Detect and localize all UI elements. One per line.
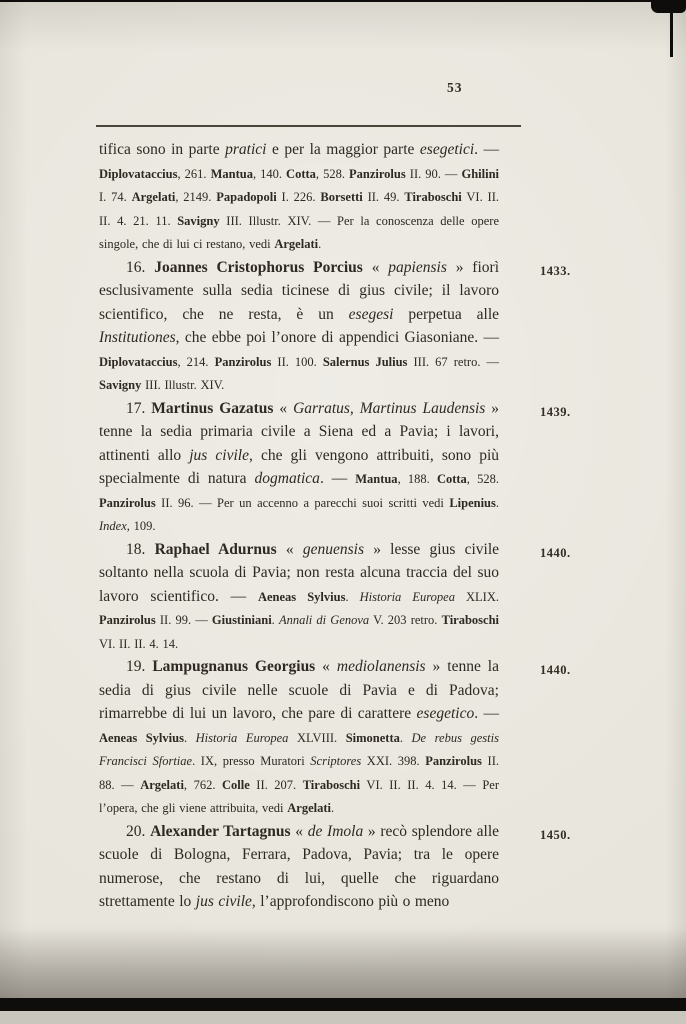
text-run: II. 207. [249,777,303,792]
text-run: Annali di Genova [278,613,370,627]
text-run: , 528. [315,166,349,181]
text-run: Argelati [140,777,184,792]
text-block [99,138,571,914]
text-run: II. 90. — [405,166,462,181]
text-run: Colle [221,777,250,792]
text-run: , 2149. [175,190,217,204]
text-run: Argelati [131,190,176,204]
text-run: mediolanensis [336,658,426,675]
text-run: II. 88. — [99,754,499,792]
text-run: e per la maggior parte [266,141,420,158]
text-run: papiensis [388,258,447,276]
text-run: Aeneas Sylvius [257,589,346,604]
text-run: Garratus, Martinus Laudensis [293,399,486,417]
text-run: . [330,801,335,815]
text-run: Panzirolus [99,613,156,627]
text-run: Tiraboschi [404,190,462,204]
text-run: Mantua [210,166,253,181]
text-run: Ghilini [461,166,500,181]
scan-artifact-bottom-shade [0,930,686,999]
text-run: Cotta [436,472,467,486]
text-run: » lesse gius civile soltanto nella scuola di Pavia; non resta alcuna traccia del suo lavoro scientifico. — [99,540,500,605]
text-run: » fiorì esclusivamente sulla sedia ticinese di gius civile; il lavoro scientifico, che ne resta, è un [99,258,499,323]
text-run: pratici [225,141,267,158]
text-run: 16. [126,258,155,276]
text-run: V. 203 retro. [369,613,442,627]
text-run: Historia Europea [359,589,455,604]
text-run: » tenne la sedia di gius civile nelle scuole di Pavia e di Padova; rimarrebbe di lui un lavoro, che pare di carattere [99,658,499,722]
text-run: Salernus Julius [322,354,408,369]
text-run: Argelati [274,237,319,251]
text-run: VI. II. II. 4. 14. — Per l’opera, che gli viene attribuita, vedi [99,777,499,815]
text-run: . [495,495,499,510]
text-run: « [276,540,303,558]
text-run: XLIX. [454,589,499,604]
text-run: , l’approfondiscono più o meno [251,893,450,910]
text-run: « [290,822,308,840]
text-run: genuensis [302,540,364,558]
text-run: . [345,589,360,604]
text-run: Panzirolus [425,754,482,768]
text-run: jus civile [195,893,252,910]
text-run: , 140. [252,166,287,181]
text-run: , che ebbe poi l’onore di appendici Giasoniane. — [175,329,499,346]
text-run: VI. II. II. 4. 14. [99,636,179,651]
text-run: 19. [126,658,153,675]
text-run: 20. [126,822,151,840]
text-run: II. 49. [362,190,405,204]
text-run: . IX, presso Muratori [192,754,311,768]
text-run: tifica sono in parte [99,141,226,158]
text-run: Historia Europea [195,730,289,745]
text-run: I. 74. [99,190,132,204]
text-run: » tenne la sedia primaria civile a Siena ed a Pavia; i lavori, attinenti allo [99,399,499,464]
text-run: Index [99,519,127,533]
text-run: Lampugnanus Georgius [152,658,316,675]
text-run: esegetico [416,705,475,722]
text-run: Diplovataccius [99,166,178,181]
text-run: « [362,258,389,276]
entry-19-lampugnanus [99,655,571,820]
text-run: jus civile [189,446,249,464]
text-run: Giustiniani [211,613,272,627]
text-run: Joannes Cristophorus Porcius [154,258,363,276]
text-run: XLVIII. [288,730,346,745]
text-run: Panzirolus [349,166,406,181]
scan-artifact-top-line [0,0,686,2]
text-run: Tiraboschi [302,777,361,792]
text-run: De rebus gestis Francisci Sfortiae [99,730,499,768]
text-run: dogmatica [254,470,320,487]
page-number: 53 [447,80,463,95]
scan-artifact-bottom-bar [0,998,686,1011]
text-run: Simonetta [345,730,400,745]
text-run: Scriptores [310,754,362,768]
margin-year: 1439. [540,404,571,419]
paragraph-continuation [99,138,499,256]
text-run: Alexander Tartagnus [150,822,291,840]
entry-20-tartagnus [99,820,571,914]
text-run: Diplovataccius [99,354,178,369]
scan-artifact-corner-blob [651,0,686,13]
text-run: esegetici [419,141,475,158]
margin-year: 1440. [540,663,571,677]
text-run: Tiraboschi [441,613,499,627]
text-run: II. 96. — Per un accenno a parecchi suoi scritti vedi [155,495,450,510]
text-run: . — [474,141,500,158]
text-run: » recò splendore alle scuole di Bologna, Ferrara, Padova, Pavia; tra le opere numerose, che restano di lui, quelle che riguardano strettamente lo [99,822,500,910]
entry-16-porcius [99,256,571,397]
text-run: I. 226. [276,190,321,204]
text-run: « [273,399,294,417]
text-run: , 188. [397,472,437,486]
text-run: . [183,730,196,745]
margin-year: 1433. [540,263,571,278]
text-run: II. 99. — [155,613,212,627]
text-run: II. 100. [271,354,323,369]
text-run: Lipenius [449,495,496,510]
text-run: 18. [126,540,155,558]
text-run: esegesi [348,305,394,323]
text-run: perpetua alle [393,305,500,323]
text-run: , 762. [183,777,222,792]
text-run: III. Illustr. XIV. [141,378,225,392]
text-run: , 109. [126,519,156,533]
text-run: Institutiones [99,329,176,346]
text-run: XXI. 398. [361,754,426,768]
text-run: , 528. [466,472,499,486]
text-run: III. Illustr. XIV. — Per la conoscenza delle opere singole, che di lui ci restano, vedi [99,213,499,251]
text-run: . — [474,705,499,722]
text-run: VI. II. II. 4. 21. 11. [99,190,499,228]
text-run: 17. [126,399,152,417]
scan-artifact-right-tick [670,0,673,57]
text-run: Savigny [99,378,142,392]
text-run: Borsetti [320,190,363,204]
text-run: Panzirolus [99,495,156,510]
text-run: Cotta [286,166,316,181]
entry-18-adurnus [99,538,571,656]
text-run: Savigny [177,213,220,228]
text-run: Aeneas Sylvius [99,730,184,745]
text-run: , 214. [177,354,215,369]
text-run: III. 67 retro. — [407,354,500,369]
text-run: , che gli vengono attribuiti, sono più specialmente di natura [99,446,500,487]
text-run: . [318,237,322,251]
margin-year: 1440. [540,545,571,560]
text-run: . — [319,470,356,487]
entry-17-gazatus [99,397,571,538]
text-run: . [399,730,412,745]
text-run: Raphael Adurnus [154,540,277,558]
text-run: « [315,658,337,675]
scan-artifact-bottom-strip [0,1011,686,1024]
header-rule [96,125,521,127]
text-run: de Imola [307,822,364,840]
text-run: Panzirolus [214,354,272,369]
text-run: Martinus Gazatus [151,399,274,417]
text-run: , 261. [177,166,211,181]
text-run: Papadopoli [216,190,277,204]
margin-year: 1450. [540,827,571,842]
text-run: Argelati [287,801,331,815]
text-run: . [271,613,279,627]
text-run: Mantua [355,472,398,486]
